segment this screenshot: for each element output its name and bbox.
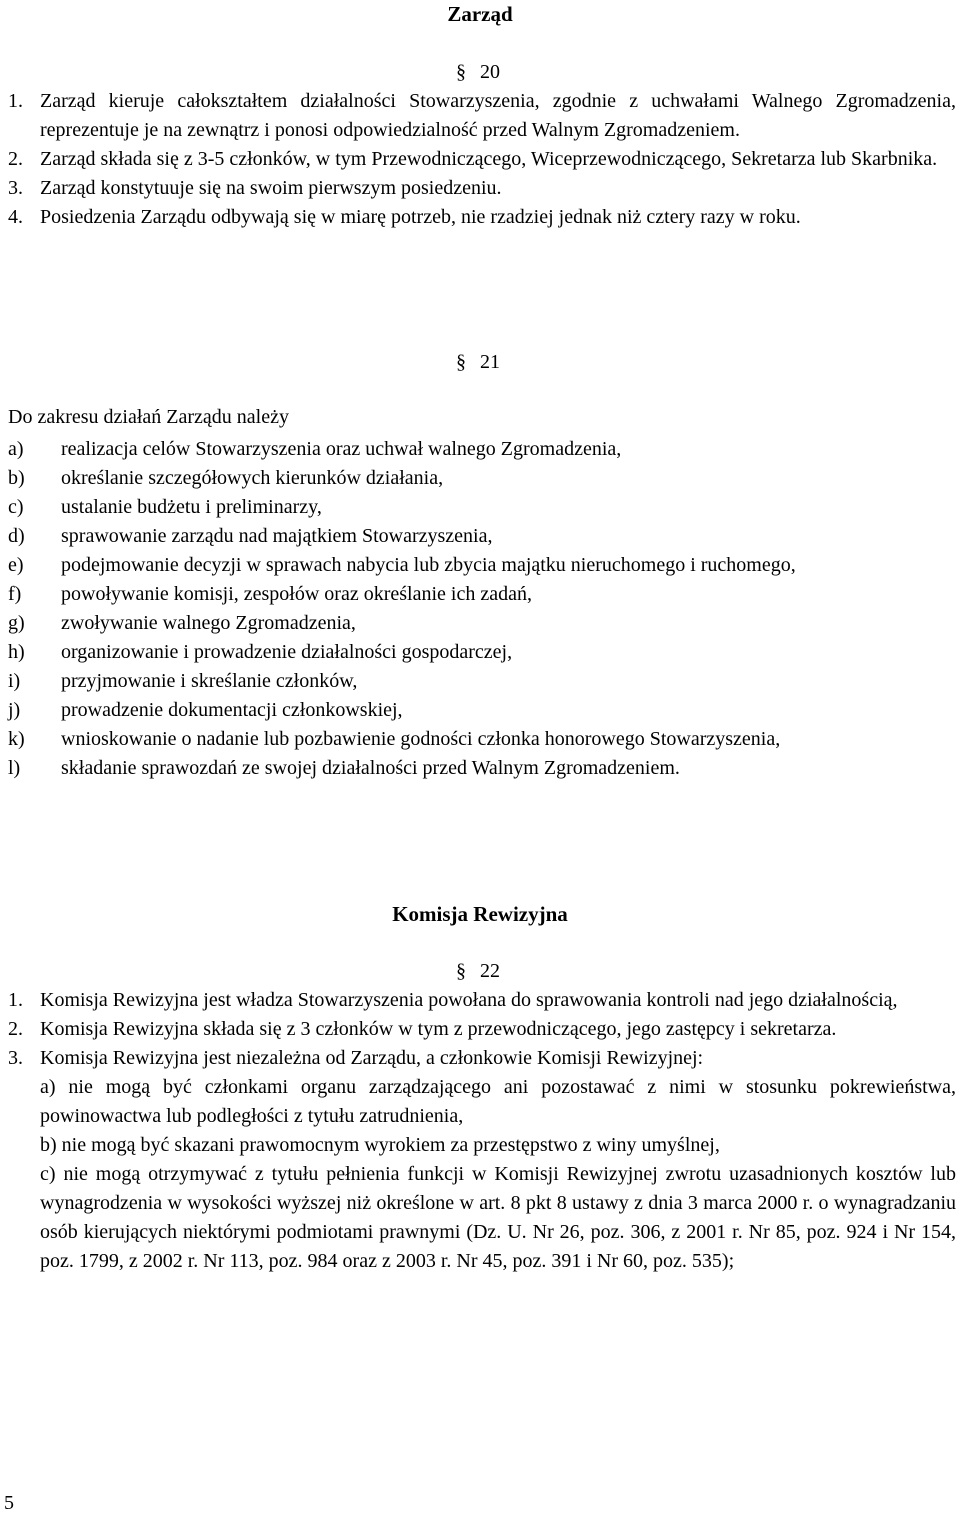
scope-intro: Do zakresu działań Zarządu należy xyxy=(8,406,289,428)
item-letter: c) xyxy=(8,496,24,518)
item-number: 4. xyxy=(8,206,23,228)
page-number: 5 xyxy=(4,1492,14,1514)
list-item xyxy=(8,551,956,580)
item-text: Komisja Rewizyjna składa się z 3 członków w tym z przewodniczącego, jego zastępcy i sekretarza. xyxy=(40,1018,837,1040)
list-item xyxy=(8,145,956,174)
paragraph-21-marker xyxy=(456,348,500,377)
item-text: składanie sprawozdań ze swojej działalności przed Walnym Zgromadzeniem. xyxy=(61,757,680,779)
item-text: określanie szczegółowych kierunków działania, xyxy=(61,467,444,489)
item-text: przyjmowanie i skreślanie członków, xyxy=(61,670,358,692)
item-letter: d) xyxy=(8,525,25,547)
item-number: 1. xyxy=(8,989,23,1011)
sub-item: b) nie mogą być skazani prawomocnym wyrokiem za przestępstwo z winy umyślnej, xyxy=(40,1134,720,1156)
list-item xyxy=(8,638,956,667)
list-item xyxy=(8,493,956,522)
item-number: 2. xyxy=(8,1018,23,1040)
item-letter: g) xyxy=(8,612,25,634)
list-item xyxy=(8,725,956,754)
list-item xyxy=(8,1015,956,1044)
item-letter: b) xyxy=(8,467,25,489)
zarzad-list xyxy=(8,87,956,232)
item-text: ustalanie budżetu i preliminarzy, xyxy=(61,496,322,518)
list-item xyxy=(8,754,956,783)
item-text: zwoływanie walnego Zgromadzenia, xyxy=(61,612,356,634)
item-text: podejmowanie decyzji w sprawach nabycia lub zbycia majątku nieruchomego i ruchomego, xyxy=(61,554,796,576)
paragraph-symbol: § xyxy=(456,351,466,373)
item-text: wnioskowanie o nadanie lub pozbawienie godności członka honorowego Stowarzyszenia, xyxy=(61,728,781,750)
item-text: Zarząd składa się z 3-5 członków, w tym Przewodniczącego, Wiceprzewodniczącego, Sekretarza lub Skarbnika. xyxy=(40,148,938,170)
item-letter: h) xyxy=(8,641,25,663)
list-item xyxy=(8,203,956,232)
paragraph-number: 22 xyxy=(480,960,500,982)
item-text: sprawowanie zarządu nad majątkiem Stowarzyszenia, xyxy=(61,525,493,547)
list-item xyxy=(8,464,956,493)
item-number: 2. xyxy=(8,148,23,170)
item-text: Zarząd kieruje całokształtem działalności Stowarzyszenia, zgodnie z uchwałami Walnego Zgromadzenia, reprezentuje je na zewnątrz i ponosi odpowiedzialność przed Walnym Zgromadzeniem. xyxy=(40,90,956,141)
komisja-list xyxy=(8,986,956,1276)
list-item xyxy=(8,87,956,145)
section-title-zarzad: Zarząd xyxy=(447,2,513,26)
list-item xyxy=(8,580,956,609)
list-item xyxy=(8,522,956,551)
scope-list xyxy=(8,435,956,783)
item-number: 3. xyxy=(8,1047,23,1069)
list-item xyxy=(8,609,956,638)
item-number: 3. xyxy=(8,177,23,199)
item-letter: f) xyxy=(8,583,22,605)
item-text: Zarząd konstytuuje się na swoim pierwszym posiedzeniu. xyxy=(40,177,502,199)
item-letter: l) xyxy=(8,757,21,779)
item-body xyxy=(40,1044,956,1073)
item-letter: k) xyxy=(8,728,25,750)
item-text: prowadzenie dokumentacji członkowskiej, xyxy=(61,699,403,721)
sub-item: a) nie mogą być członkami organu zarządzającego ani pozostawać z nimi w stosunku pokrewieństwa, powinowactwa lub podległości z tytułu zatrudnienia, xyxy=(40,1076,956,1127)
paragraph-number: 20 xyxy=(480,61,500,83)
section-title-komisja-rewizyjna: Komisja Rewizyjna xyxy=(392,902,568,926)
item-text: realizacja celów Stowarzyszenia oraz uchwał walnego Zgromadzenia, xyxy=(61,438,622,460)
item-letter: a) xyxy=(8,438,24,460)
list-item xyxy=(8,435,956,464)
list-item xyxy=(8,1044,956,1073)
paragraph-symbol: § xyxy=(456,61,466,83)
list-item xyxy=(8,667,956,696)
paragraph-symbol: § xyxy=(456,960,466,982)
list-item xyxy=(8,174,956,203)
item-text: Posiedzenia Zarządu odbywają się w miarę potrzeb, nie rzadziej jednak niż cztery razy w roku. xyxy=(40,206,801,228)
item-number: 1. xyxy=(8,90,23,112)
list-item xyxy=(8,696,956,725)
item-letter: i) xyxy=(8,670,21,692)
item-text: powoływanie komisji, zespołów oraz określanie ich zadań, xyxy=(61,583,532,605)
list-item xyxy=(8,986,956,1015)
paragraph-22-marker xyxy=(456,957,500,986)
item-letter: e) xyxy=(8,554,24,576)
sublist xyxy=(40,1073,956,1276)
paragraph-20-marker xyxy=(456,58,500,87)
item-letter: j) xyxy=(8,699,21,721)
paragraph-number: 21 xyxy=(480,351,500,373)
item-text: organizowanie i prowadzenie działalności gospodarczej, xyxy=(61,641,513,663)
sub-item: c) nie mogą otrzymywać z tytułu pełnienia funkcji w Komisji Rewizyjnej zwrotu uzasadnionych kosztów lub wynagrodzenia w wysokości wyższej niż określone w art. 8 pkt 8 ustawy z dnia 3 marca 2000 r. o wynagradzaniu osób kierujących niektórymi podmiotami prawnymi (Dz. U. Nr 26, poz. 306, z 2001 r. Nr 85, poz. 924 i Nr 154, poz. 1799, z 2002 r. Nr 113, poz. 984 oraz z 2003 r. Nr 45, poz. 391 i Nr 60, poz. 535); xyxy=(40,1163,956,1272)
item-text: Komisja Rewizyjna jest władza Stowarzyszenia powołana do sprawowania kontroli nad jego działalnością, xyxy=(40,989,898,1011)
item-text: Komisja Rewizyjna jest niezależna od Zarządu, a członkowie Komisji Rewizyjnej: xyxy=(40,1047,704,1069)
